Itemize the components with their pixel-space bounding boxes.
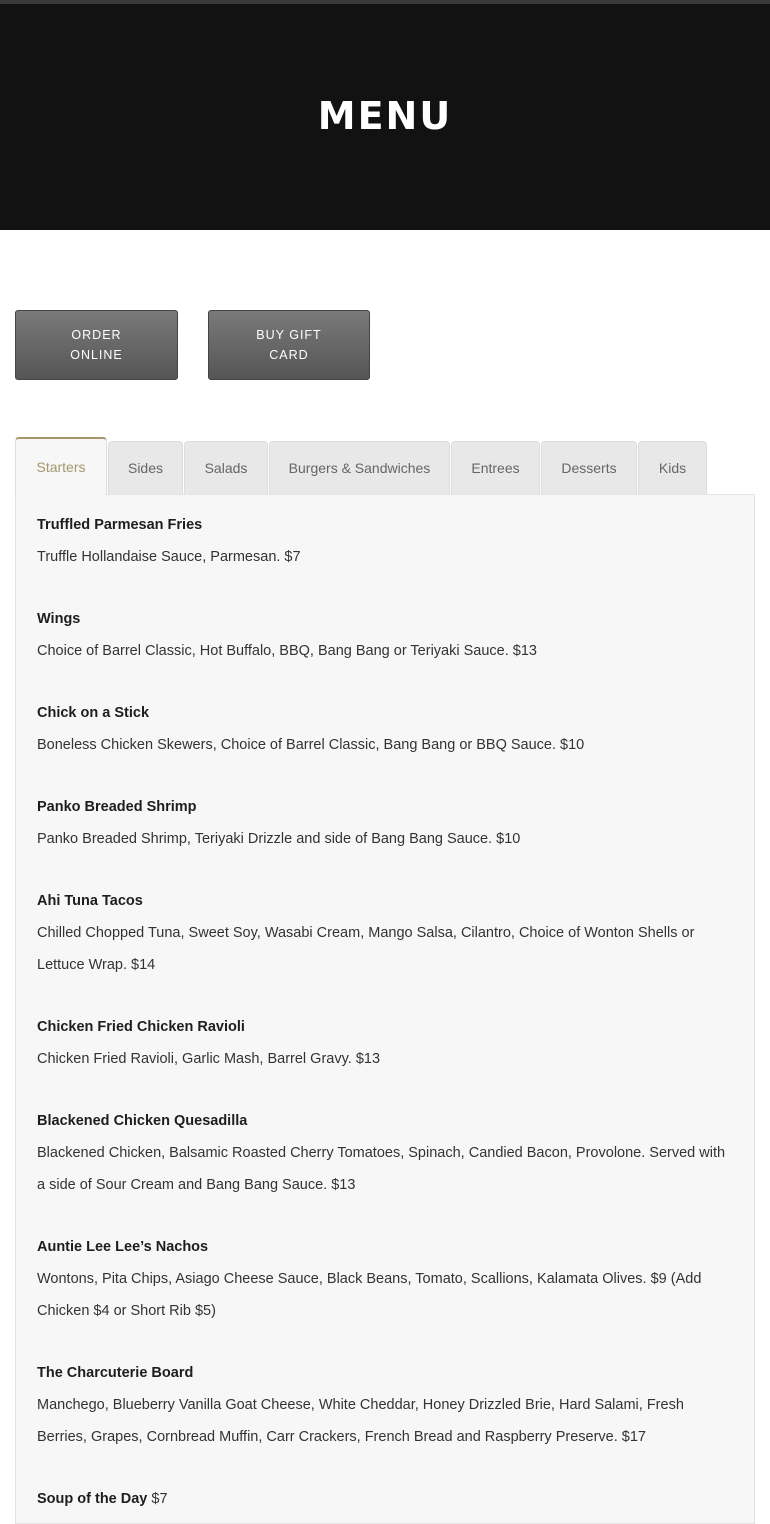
item-name: The Charcuterie Board: [37, 1365, 194, 1381]
item-description: Blackened Chicken, Balsamic Roasted Cherry Tomatoes, Spinach, Candied Bacon, Provolone. Served with a side of Sour Cream and Bang Bang Sauce. $13: [37, 1145, 726, 1193]
item-price: $7: [151, 1491, 168, 1507]
tab-starters[interactable]: Starters: [15, 437, 107, 495]
item-description: Truffle Hollandaise Sauce, Parmesan. $7: [37, 549, 301, 565]
item-description: Manchego, Blueberry Vanilla Goat Cheese, White Cheddar, Honey Drizzled Brie, Hard Salami, Fresh Berries, Grapes, Cornbread Muffin, Carr Crackers, French Bread and Raspberry Preserve. $17: [37, 1397, 684, 1445]
item-name: Ahi Tuna Tacos: [37, 893, 143, 909]
tab-sides[interactable]: Sides: [108, 441, 183, 494]
item-name: Truffled Parmesan Fries: [37, 517, 203, 533]
menu-item: [37, 1237, 737, 1327]
menu-item: [37, 609, 737, 667]
menu-item: [37, 703, 737, 761]
menu-item: [37, 1111, 737, 1201]
item-name: Soup of the Day: [37, 1491, 148, 1507]
item-description: Chilled Chopped Tuna, Sweet Soy, Wasabi Cream, Mango Salsa, Cilantro, Choice of Wonton Shells or Lettuce Wrap. $14: [37, 925, 695, 973]
menu-item: [37, 1363, 737, 1453]
item-description: Chicken Fried Ravioli, Garlic Mash, Barrel Gravy. $13: [37, 1051, 381, 1067]
item-name: Chick on a Stick: [37, 705, 150, 721]
item-name: Panko Breaded Shrimp: [37, 799, 197, 815]
tab-desserts[interactable]: Desserts: [541, 441, 637, 494]
item-name: Chicken Fried Chicken Ravioli: [37, 1019, 245, 1035]
starters-panel: [15, 494, 755, 1524]
menu-item: [37, 891, 737, 981]
menu-item: [37, 1489, 737, 1509]
buy-gift-card-button[interactable]: [208, 310, 370, 380]
tab-salads[interactable]: Salads: [184, 441, 268, 494]
order-online-label: ORDER ONLINE: [70, 328, 123, 362]
page-title: MENU: [317, 94, 453, 138]
item-description: Panko Breaded Shrimp, Teriyaki Drizzle and side of Bang Bang Sauce. $10: [37, 831, 521, 847]
item-description: Wontons, Pita Chips, Asiago Cheese Sauce, Black Beans, Tomato, Scallions, Kalamata Olives. $9 (Add Chicken $4 or Short Rib $5): [37, 1271, 702, 1319]
tab-burgers-sandwiches[interactable]: Burgers & Sandwiches: [269, 441, 450, 494]
menu-item: [37, 515, 737, 573]
menu-item: [37, 797, 737, 855]
buy-gift-card-label: BUY GIFT CARD: [256, 328, 322, 362]
item-name-with-price: [37, 1489, 737, 1509]
menu-item: [37, 1017, 737, 1075]
order-online-button[interactable]: [15, 310, 178, 380]
item-name: Blackened Chicken Quesadilla: [37, 1113, 248, 1129]
item-name: Auntie Lee Lee’s Nachos: [37, 1239, 209, 1255]
item-name: Wings: [37, 611, 81, 627]
hero-banner: [0, 4, 770, 230]
tab-kids[interactable]: Kids: [638, 441, 707, 494]
item-description: Boneless Chicken Skewers, Choice of Barrel Classic, Bang Bang or BBQ Sauce. $10: [37, 737, 585, 753]
tab-entrees[interactable]: Entrees: [451, 441, 540, 494]
item-description: Choice of Barrel Classic, Hot Buffalo, BBQ, Bang Bang or Teriyaki Sauce. $13: [37, 643, 537, 659]
